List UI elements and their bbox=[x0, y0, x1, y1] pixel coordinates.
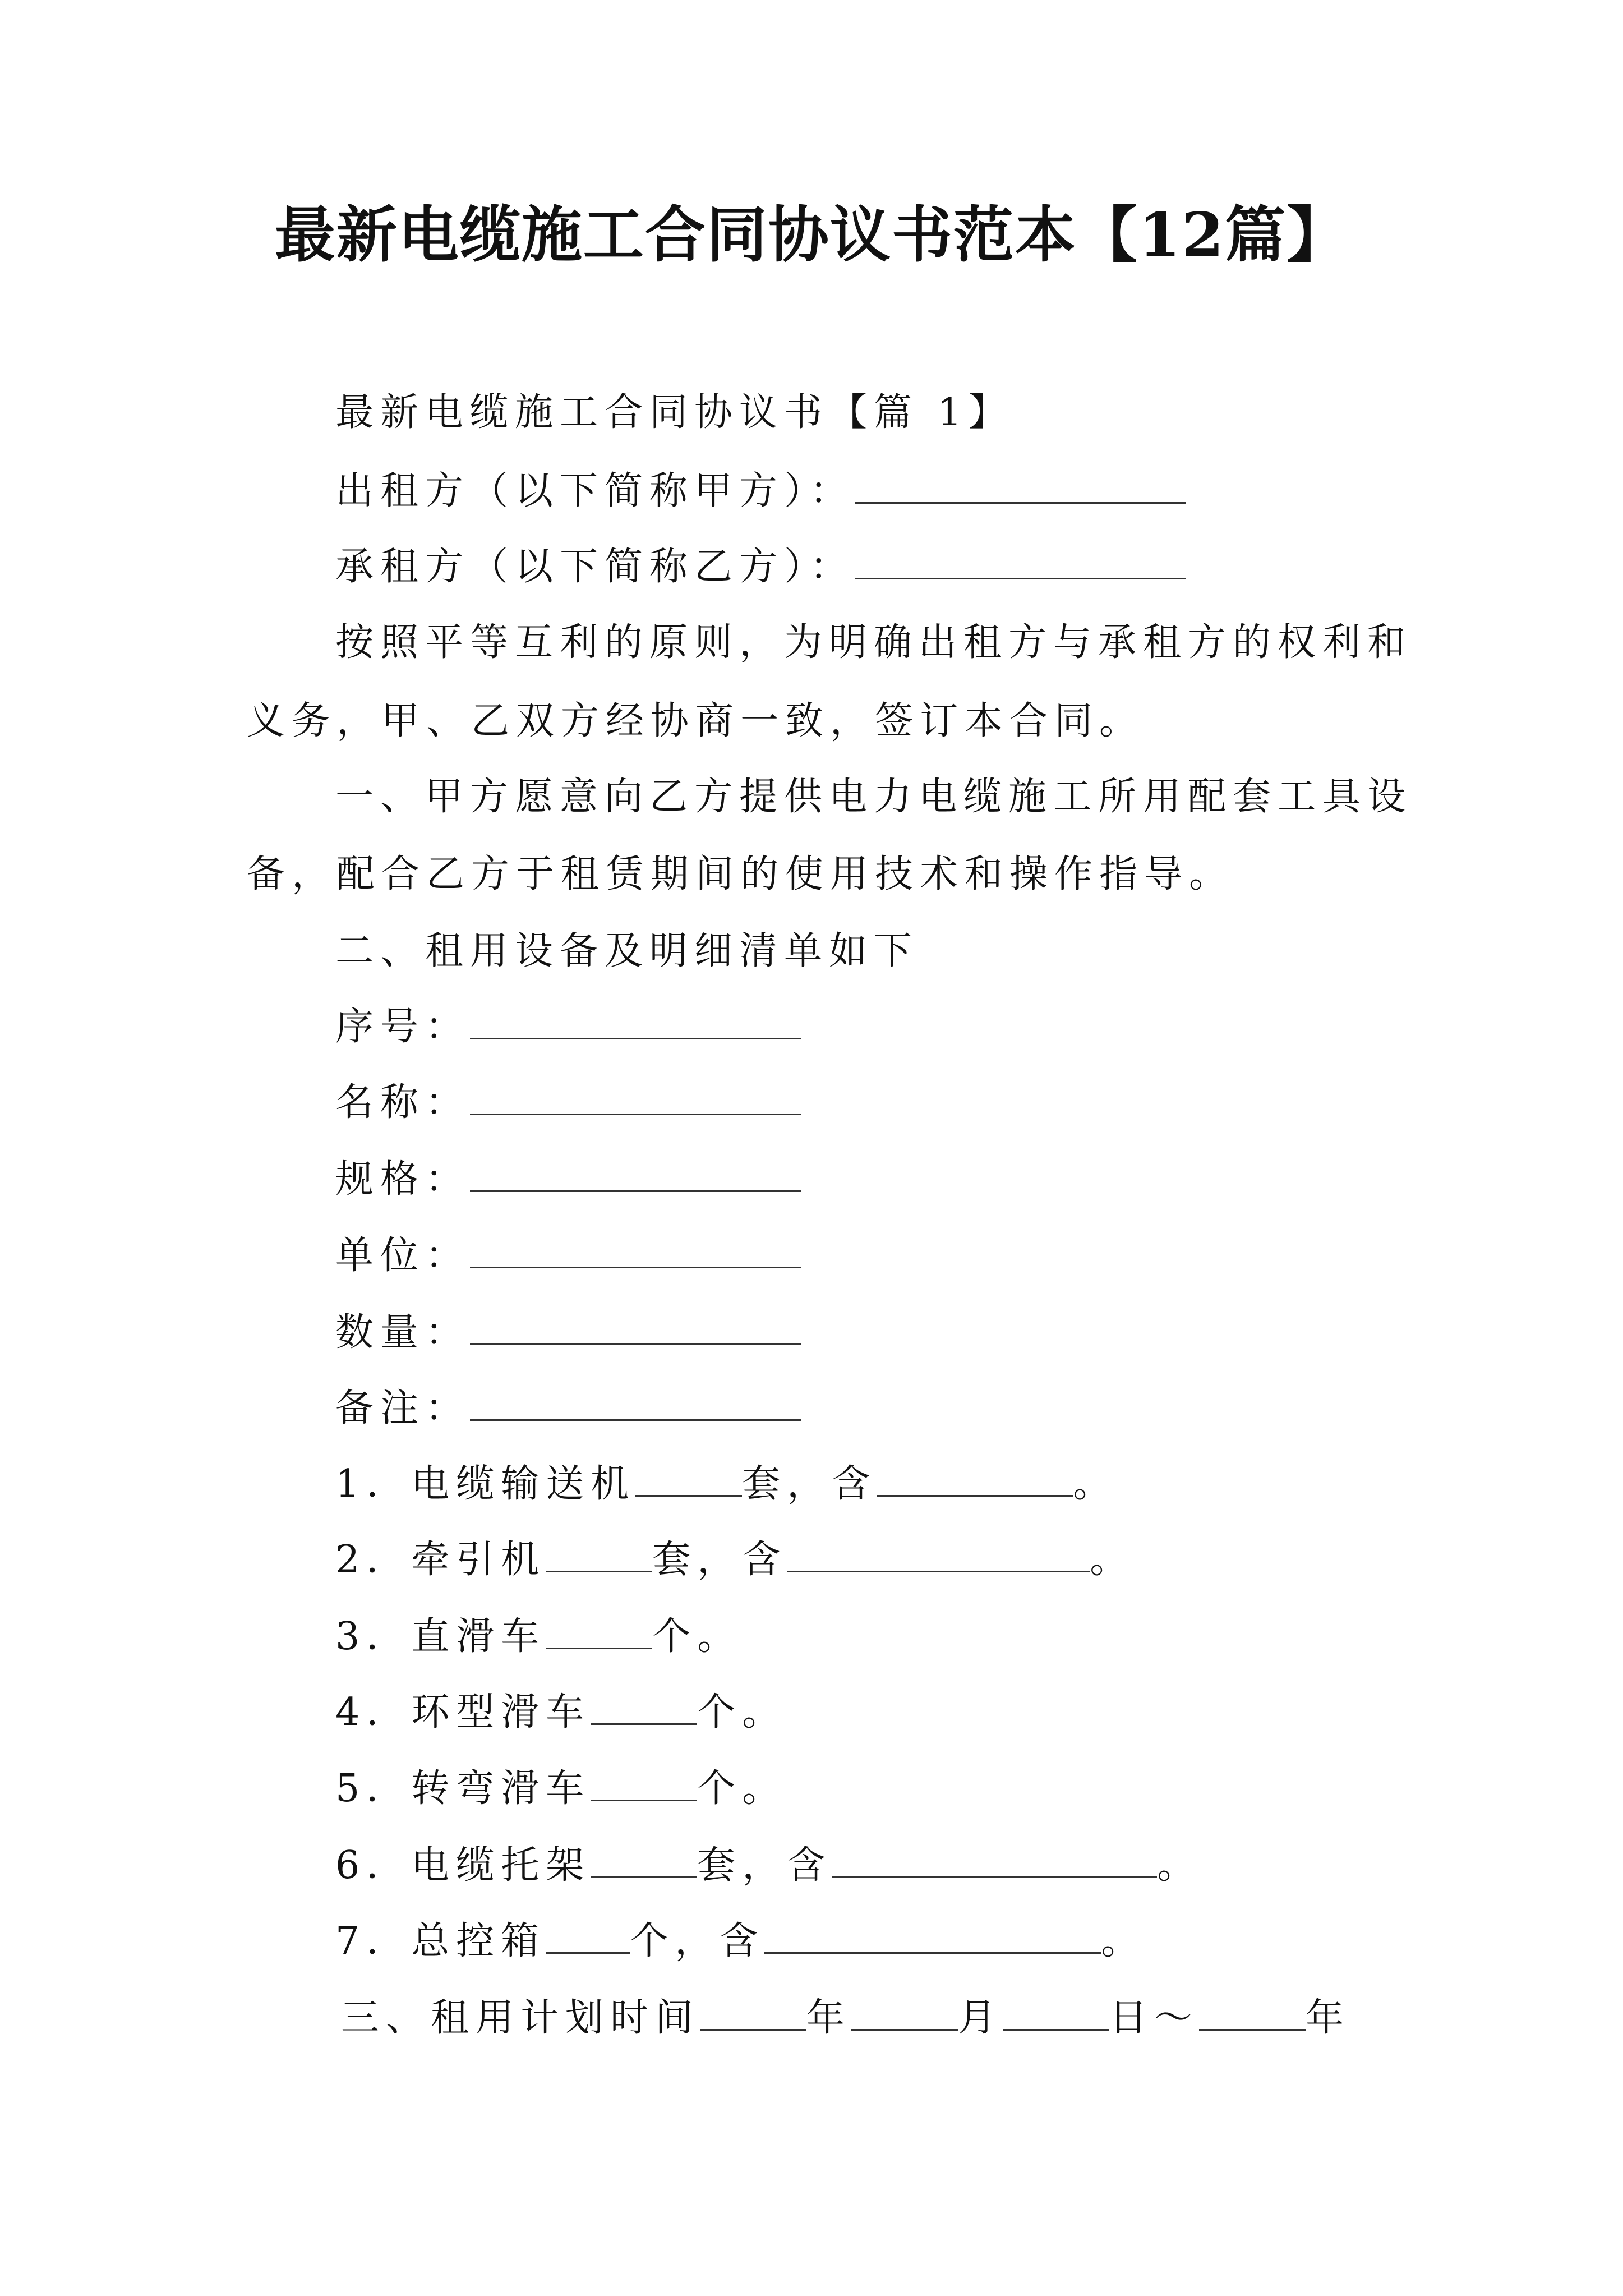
equipment-item bbox=[335, 1843, 1202, 1889]
field-row bbox=[335, 1310, 801, 1356]
item-unit: 个，含 bbox=[630, 1919, 765, 1963]
field-label: 序号： bbox=[335, 1005, 471, 1049]
item-unit: 套，含 bbox=[697, 1843, 832, 1888]
quantity-blank bbox=[635, 1462, 742, 1497]
field-blank bbox=[470, 1234, 801, 1268]
intro-paragraph-line: 按照平等互利的原则，为明确出租方与承租方的权利和 bbox=[335, 620, 1413, 665]
field-row bbox=[335, 1157, 801, 1203]
field-blank bbox=[470, 1311, 801, 1345]
equipment-item bbox=[335, 1461, 1118, 1507]
equipment-item bbox=[335, 1690, 787, 1736]
equipment-item bbox=[335, 1537, 1135, 1583]
equipment-item bbox=[335, 1918, 1146, 1964]
includes-blank bbox=[832, 1844, 1157, 1878]
field-row bbox=[335, 1233, 801, 1279]
month-label: 月 bbox=[958, 1996, 1003, 2040]
field-label: 单位： bbox=[335, 1234, 471, 1278]
includes-blank bbox=[764, 1920, 1101, 1954]
equipment-item bbox=[335, 1766, 787, 1812]
quantity-blank bbox=[591, 1691, 697, 1725]
field-blank bbox=[470, 1387, 801, 1421]
party-b-blank bbox=[855, 545, 1186, 579]
item-label: 7．总控箱 bbox=[335, 1919, 546, 1963]
clause-3-line bbox=[341, 1995, 1350, 2041]
party-b-row bbox=[335, 544, 1186, 590]
day-label: 日～ bbox=[1109, 1996, 1200, 2040]
item-label: 2．牵引机 bbox=[335, 1538, 546, 1582]
item-unit: 套，含 bbox=[652, 1538, 787, 1582]
quantity-blank bbox=[546, 1538, 652, 1572]
party-a-blank bbox=[855, 470, 1186, 504]
item-end: 。 bbox=[1090, 1538, 1135, 1582]
section-heading: 最新电缆施工合同协议书【篇 1】 bbox=[335, 390, 1013, 435]
includes-blank bbox=[787, 1538, 1090, 1572]
field-label: 备注： bbox=[335, 1386, 471, 1430]
party-a-label: 出租方（以下简称甲方）： bbox=[335, 469, 855, 513]
start-day-blank bbox=[1003, 1996, 1109, 2031]
document-title: 最新电缆施工合同协议书范本【12篇】 bbox=[274, 200, 1349, 270]
quantity-blank bbox=[546, 1920, 630, 1954]
intro-paragraph-line: 义务，甲、乙双方经协商一致，签订本合同。 bbox=[247, 699, 1145, 743]
year-label: 年 bbox=[1306, 1996, 1351, 2040]
party-b-label: 承租方（以下简称乙方）： bbox=[335, 545, 855, 589]
item-unit: 套，含 bbox=[742, 1462, 877, 1506]
item-label: 4．环型滑车 bbox=[335, 1690, 591, 1734]
item-unit: 个。 bbox=[697, 1766, 787, 1811]
item-label: 6．电缆托架 bbox=[335, 1843, 591, 1888]
field-label: 规格： bbox=[335, 1157, 471, 1202]
includes-blank bbox=[877, 1462, 1073, 1497]
item-unit: 个。 bbox=[652, 1614, 743, 1659]
item-end: 。 bbox=[1157, 1843, 1202, 1888]
year-label: 年 bbox=[806, 1996, 852, 2040]
field-blank bbox=[470, 1081, 801, 1115]
clause-3-prefix: 三、租用计划时间 bbox=[341, 1996, 700, 2040]
item-label: 1．电缆输送机 bbox=[335, 1462, 636, 1506]
quantity-blank bbox=[591, 1844, 697, 1878]
item-end: 。 bbox=[1101, 1919, 1146, 1963]
field-label: 数量： bbox=[335, 1310, 471, 1355]
field-row bbox=[335, 1004, 801, 1050]
clause-1-line: 一、甲方愿意向乙方提供电力电缆施工所用配套工具设 bbox=[335, 775, 1413, 819]
end-year-blank bbox=[1199, 1996, 1306, 2031]
quantity-blank bbox=[546, 1615, 652, 1649]
party-a-row bbox=[335, 468, 1186, 514]
clause-1-line: 备，配合乙方于租赁期间的使用技术和操作指导。 bbox=[247, 852, 1234, 896]
item-label: 3．直滑车 bbox=[335, 1614, 546, 1659]
field-blank bbox=[470, 1158, 801, 1192]
field-row bbox=[335, 1386, 801, 1432]
item-unit: 个。 bbox=[697, 1690, 787, 1734]
equipment-item bbox=[335, 1614, 742, 1660]
start-month-blank bbox=[851, 1996, 958, 2031]
quantity-blank bbox=[591, 1767, 697, 1801]
item-label: 5．转弯滑车 bbox=[335, 1766, 591, 1811]
clause-2-heading: 二、租用设备及明细清单如下 bbox=[335, 929, 919, 973]
field-label: 名称： bbox=[335, 1080, 471, 1125]
item-end: 。 bbox=[1073, 1462, 1118, 1506]
field-blank bbox=[470, 1005, 801, 1039]
field-row bbox=[335, 1080, 801, 1126]
start-year-blank bbox=[700, 1996, 806, 2031]
